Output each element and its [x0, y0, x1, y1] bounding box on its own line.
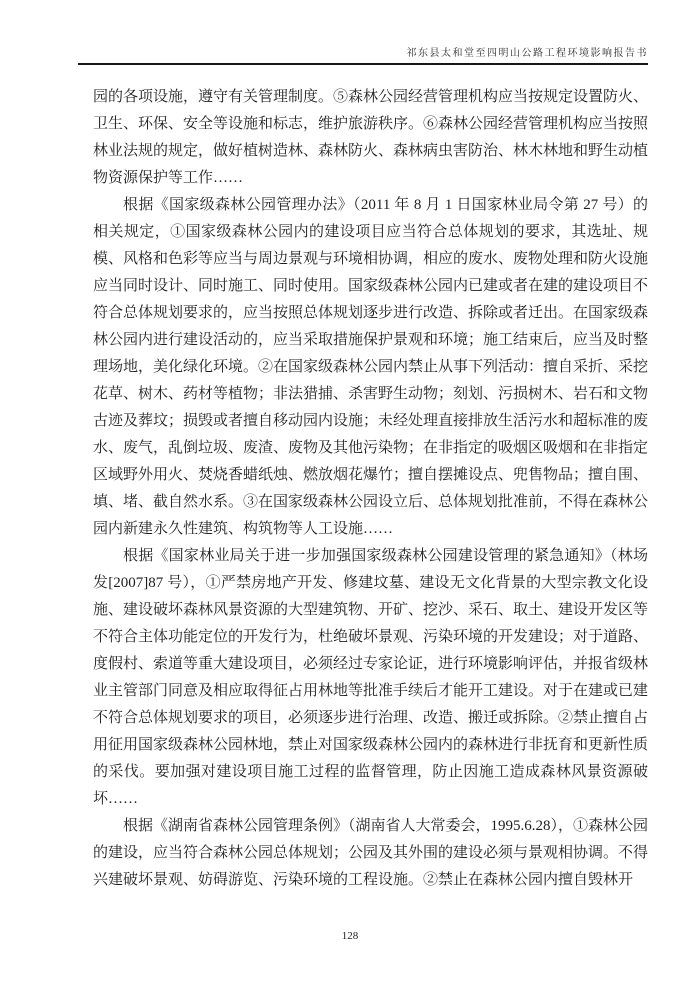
document-body: [93, 84, 648, 894]
paragraph-national-forest-park-measures: 根据《国家级森林公园管理办法》（2011 年 8 月 1 日国家林业局令第 27 号）的相关规定，①国家级森林公园内的建设项目应当符合总体规划的要求，其选址、规模、风格和色彩等应当与周边景观与环境相协调，相应的废水、废物处理和防火设施应当同时设计、同时施工、同时使用。国家级森林公园内已建或者在建的建设项目不符合总体规划要求的，应当按照总体规划逐步进行改造、拆除或者迁出。在国家级森林公园内进行建设活动的，应当采取措施保护景观和环境；施工结束后，应当及时整理场地，美化绿化环境。②在国家级森林公园内禁止从事下列活动：擅自采折、采挖花草、树木、药材等植物；非法猎捕、杀害野生动物；刻划、污损树木、岩石和文物古迹及葬坟；损毁或者擅自移动园内设施；未经处理直接排放生活污水和超标准的废水、废气，乱倒垃圾、废渣、废物及其他污染物；在非指定的吸烟区吸烟和在非指定区域野外用火、焚烧香蜡纸烛、燃放烟花爆竹；擅自摆摊设点、兜售物品；擅自围、填、堵、截自然水系。③在国家级森林公园设立后、总体规划批准前，不得在森林公园内新建永久性建筑、构筑物等人工设施……: [93, 197, 649, 537]
header-title: 祁东县太和堂至四明山公路工程环境影响报告书: [406, 48, 648, 59]
header-rule: [78, 63, 648, 65]
page-number: 128: [341, 930, 359, 942]
paragraph-hunan-forest-park-regulations: 根据《湖南省森林公园管理条例》（湖南省人大常委会，1995.6.28），①森林公园的建设，应当符合森林公园总体规划；公园及其外围的建设必须与景观相协调。不得兴建破坏景观、妨碍游览、污染环境的工程设施。②禁止在森林公园内擅自毁林开: [93, 818, 649, 888]
page-footer: [0, 930, 700, 942]
page-header: [78, 44, 648, 65]
paragraph-forest-park-facilities: 园的各项设施，遵守有关管理制度。⑤森林公园经营管理机构应当按规定设置防火、卫生、环保、安全等设施和标志，维护旅游秩序。⑥森林公园经营管理机构应当按照林业法规的规定，做好植树造林、森林防火、森林病虫害防治、林木林地和野生动植物资源保护等工作……: [93, 89, 649, 186]
paragraph-forestry-bureau-urgent-notice: 根据《国家林业局关于进一步加强国家级森林公园建设管理的紧急通知》（林场发[2007]87 号），①严禁房地产开发、修建坟墓、建设无文化背景的大型宗教文化设施、建设破坏森林风景资源的大型建筑物、开矿、挖沙、采石、取土、建设开发区等不符合主体功能定位的开发行为，杜绝破坏景观、污染环境的开发建设；对于道路、度假村、索道等重大建设项目，必须经过专家论证，进行环境影响评估，并报省级林业主管部门同意及相应取得征占用林地等批准手续后才能开工建设。对于在建或已建不符合总体规划要求的项目，必须逐步进行治理、改造、搬迁或拆除。②禁止擅自占用征用国家级森林公园林地，禁止对国家级森林公园内的森林进行非抚育和更新性质的采伐。要加强对建设项目施工过程的监督管理，防止因施工造成森林风景资源破坏……: [93, 548, 649, 807]
